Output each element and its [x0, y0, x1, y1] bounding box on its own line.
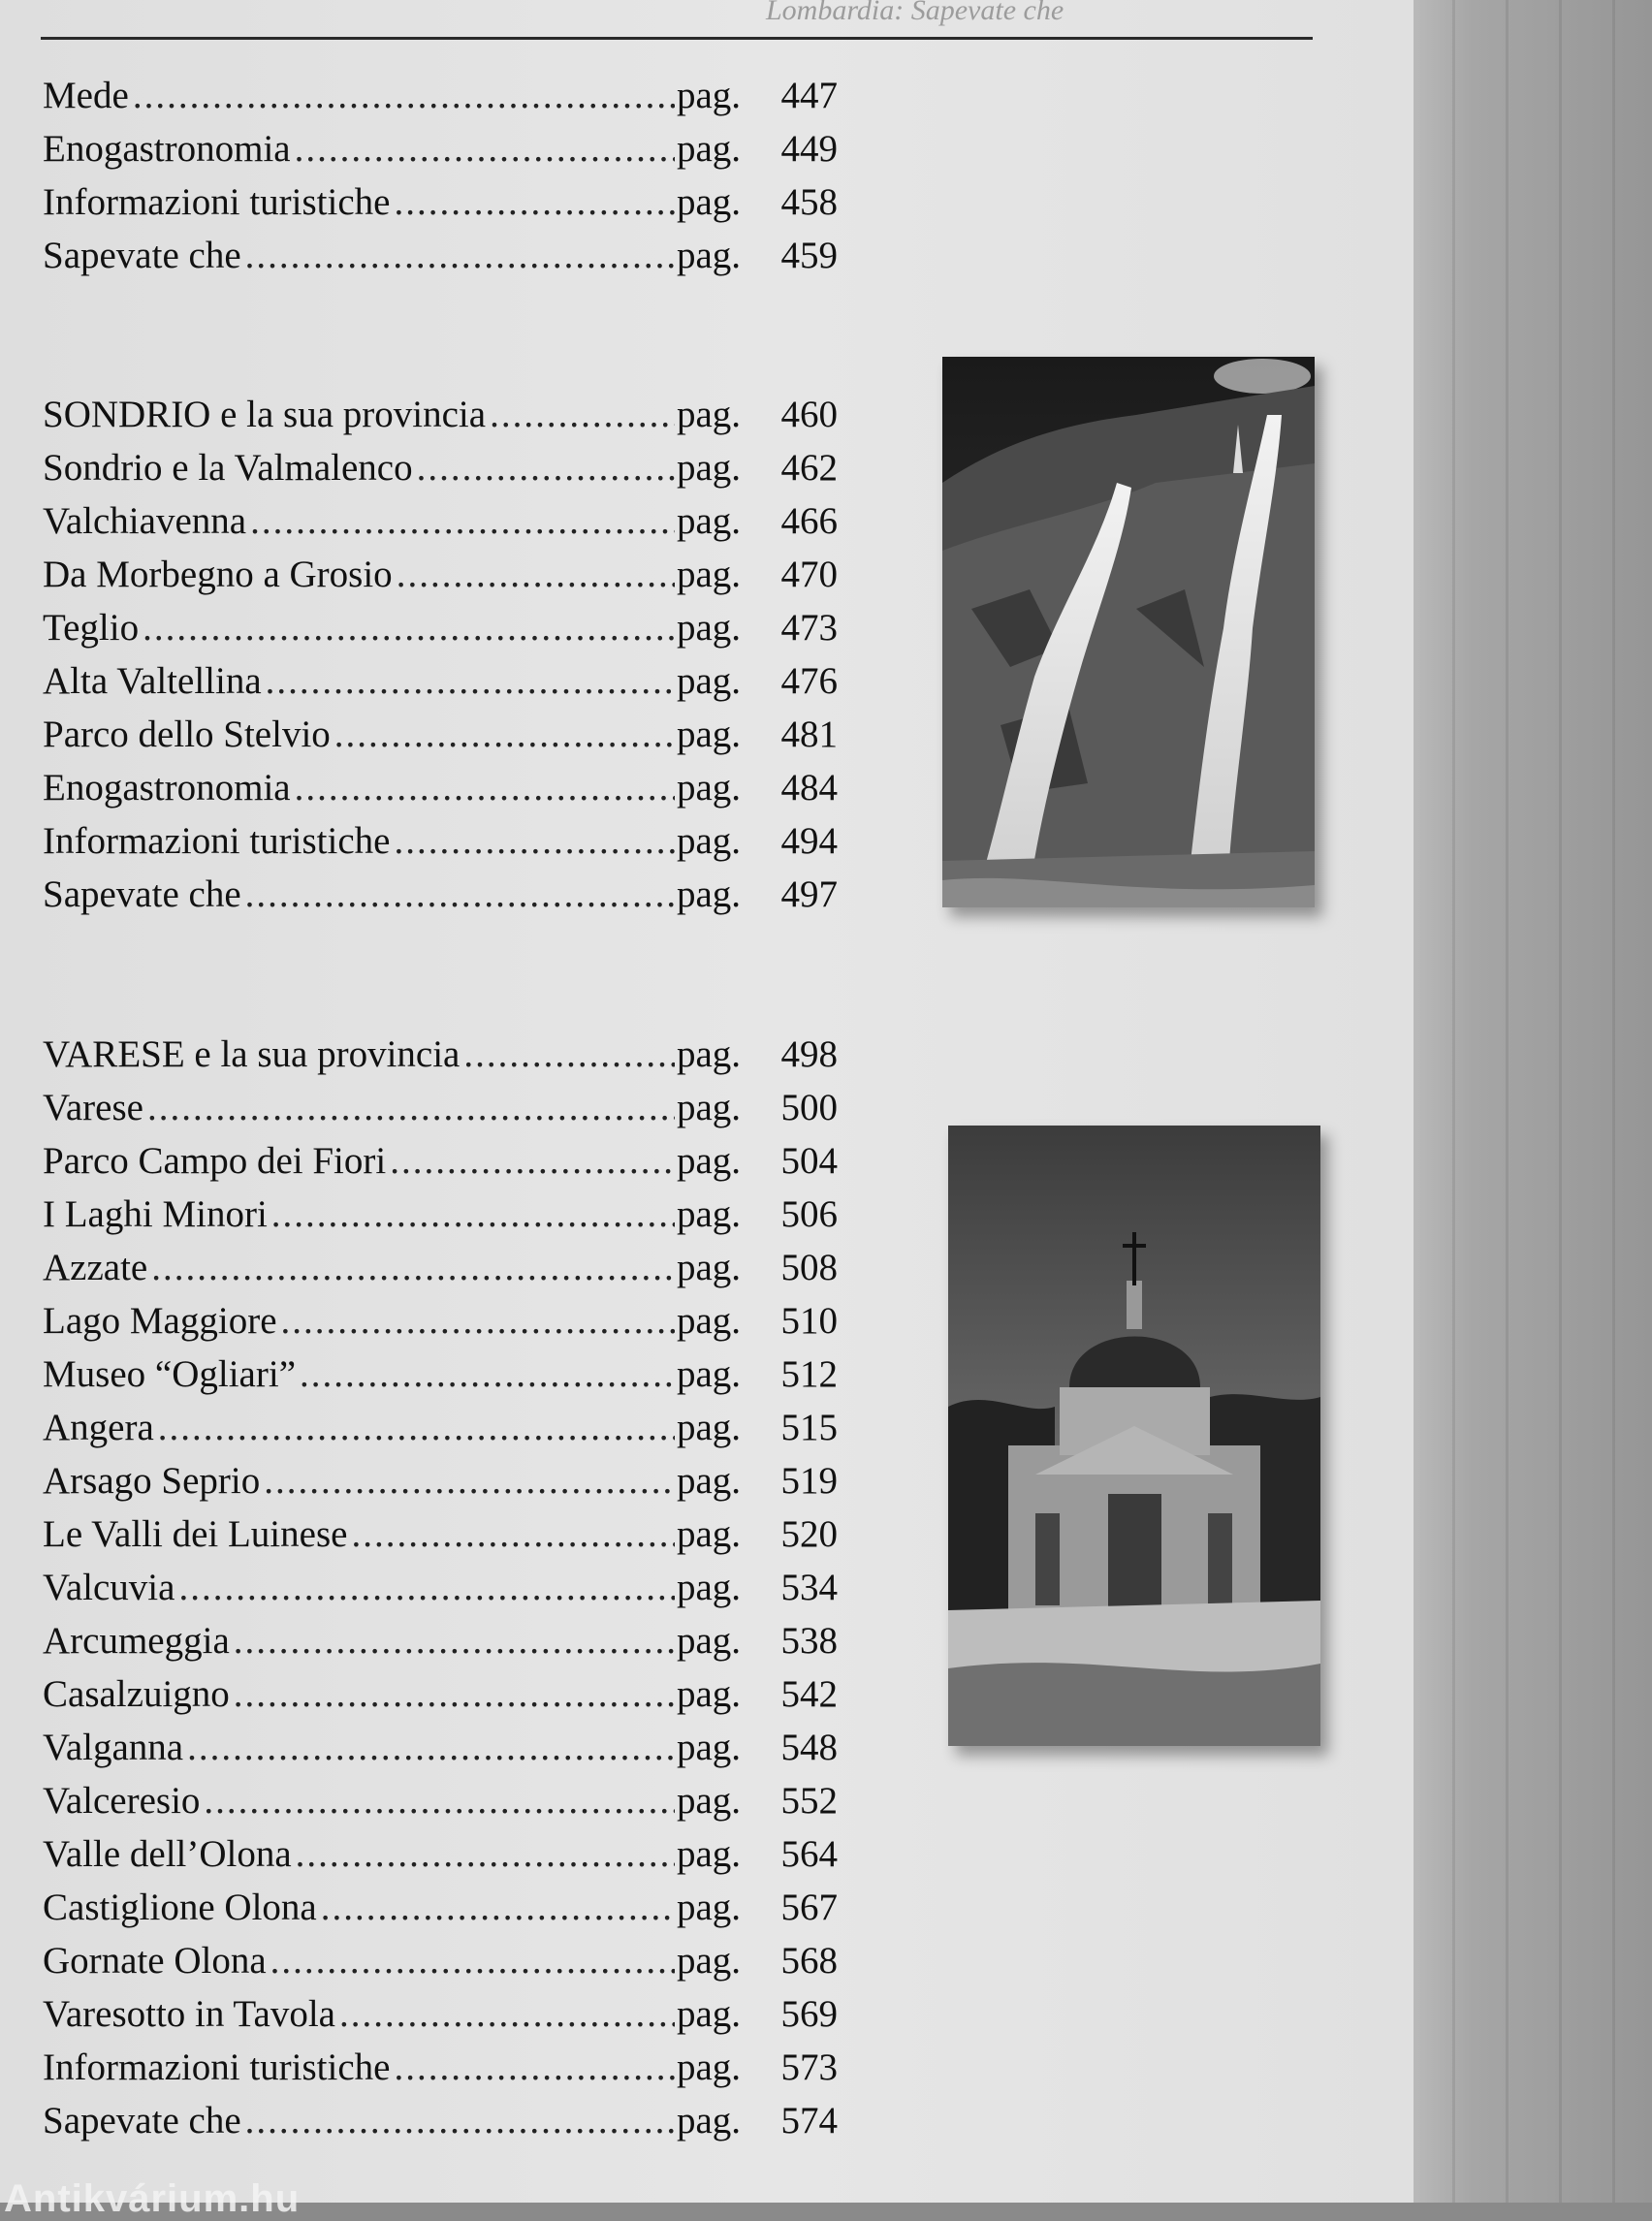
toc-entry-title: Valganna [43, 1727, 184, 1768]
toc-entry-pag: pag. [676, 1247, 741, 1288]
toc-entry-page-number: 481 [780, 714, 838, 755]
toc-entry-page-number: 473 [780, 607, 838, 649]
toc-entry [43, 1512, 838, 1566]
toc-section-sondrio [43, 393, 838, 926]
toc-entry-pag: pag. [676, 1993, 741, 2035]
toc-entry-title: Azzate [43, 1247, 148, 1288]
dot-leader [351, 1512, 675, 1556]
toc-entry-pag: pag. [676, 1833, 741, 1875]
toc-entry-title: Informazioni turistiche [43, 820, 391, 862]
toc-entry-title: Varese [43, 1087, 143, 1128]
toc-entry-page-number: 574 [780, 2100, 838, 2142]
toc-entry [43, 2099, 838, 2152]
toc-entry [43, 1779, 838, 1832]
toc-entry-page-number: 564 [780, 1833, 838, 1875]
toc-entry-page-number: 460 [780, 394, 838, 435]
dot-leader [296, 1832, 675, 1876]
toc-entry-page-number: 519 [780, 1460, 838, 1502]
toc-entry-page-number: 508 [780, 1247, 838, 1288]
toc-entry-page-number: 504 [780, 1140, 838, 1182]
toc-entry [43, 2046, 838, 2099]
dot-leader [245, 234, 675, 277]
toc-entry [43, 127, 838, 180]
header-rule [41, 37, 1313, 40]
toc-entry [43, 499, 838, 553]
toc-entry-page-number: 458 [780, 181, 838, 223]
toc-entry-page-number: 567 [780, 1887, 838, 1928]
toc-entry-pag: pag. [676, 820, 741, 862]
toc-entry-page-number: 538 [780, 1620, 838, 1662]
toc-entry-page-number: 548 [780, 1727, 838, 1768]
toc-entry-title: Valchiavenna [43, 500, 247, 542]
dot-leader [334, 713, 675, 756]
toc-entry-pag: pag. [676, 1780, 741, 1822]
toc-entry [43, 1459, 838, 1512]
toc-entry-page-number: 568 [780, 1940, 838, 1982]
toc-entry-title: Casalzuigno [43, 1673, 230, 1715]
toc-entry-title: Valcuvia [43, 1567, 175, 1608]
toc-entry [43, 1672, 838, 1726]
dot-leader [281, 1299, 675, 1343]
dot-leader [147, 1086, 675, 1129]
toc-entry-page-number: 449 [780, 128, 838, 170]
dot-leader [270, 1939, 675, 1983]
toc-entry-title: Parco Campo dei Fiori [43, 1140, 387, 1182]
toc-entry [43, 1886, 838, 1939]
toc-entry-pag: pag. [676, 1140, 741, 1182]
toc-entry-pag: pag. [676, 394, 741, 435]
dot-leader [266, 659, 675, 703]
dot-leader [390, 1139, 675, 1183]
toc-entry-title: Informazioni turistiche [43, 2046, 391, 2088]
toc-entry-title: Informazioni turistiche [43, 181, 391, 223]
toc-entry [43, 180, 838, 234]
toc-entry [43, 1939, 838, 1992]
toc-entry [43, 1192, 838, 1246]
toc-entry-page-number: 459 [780, 235, 838, 276]
toc-entry [43, 713, 838, 766]
toc-entry-pag: pag. [676, 2046, 741, 2088]
toc-entry-title: Sapevate che [43, 873, 241, 915]
toc-entry-title: Varesotto in Tavola [43, 1993, 335, 2035]
toc-section-lombardia [43, 74, 838, 287]
toc-entry-page-number: 476 [780, 660, 838, 702]
toc-entry-pag: pag. [676, 767, 741, 809]
toc-entry-pag: pag. [676, 1513, 741, 1555]
toc-entry [43, 1086, 838, 1139]
toc-entry-title: Enogastronomia [43, 128, 291, 170]
toc-entry-title: Gornate Olona [43, 1940, 267, 1982]
toc-entry-page-number: 470 [780, 554, 838, 595]
toc-entry [43, 1299, 838, 1352]
toc-entry [43, 1352, 838, 1406]
waterfall-photo [942, 357, 1315, 907]
dot-leader [394, 819, 674, 863]
dot-leader [250, 499, 675, 543]
toc-entry-title: Sapevate che [43, 2100, 241, 2142]
dot-leader [264, 1459, 675, 1503]
toc-entry-title: VARESE e la sua provincia [43, 1033, 461, 1075]
toc-entry-title: Angera [43, 1407, 154, 1448]
toc-entry-title: Arcumeggia [43, 1620, 230, 1662]
toc-entry-pag: pag. [676, 181, 741, 223]
toc-entry-pag: pag. [676, 660, 741, 702]
toc-entry-pag: pag. [676, 1087, 741, 1128]
toc-entry-title: Le Valli dei Luinese [43, 1513, 348, 1555]
toc-entry [43, 234, 838, 287]
waterfall-image [942, 357, 1315, 907]
toc-entry-pag: pag. [676, 1460, 741, 1502]
toc-entry-pag: pag. [676, 1033, 741, 1075]
toc-entry-page-number: 573 [780, 2046, 838, 2088]
toc-entry-pag: pag. [676, 500, 741, 542]
toc-entry-title: Arsago Seprio [43, 1460, 261, 1502]
toc-entry-title: Enogastronomia [43, 767, 291, 809]
toc-entry-pag: pag. [676, 235, 741, 276]
dot-leader [234, 1619, 675, 1663]
toc-entry [43, 393, 838, 446]
toc-entry-title: Parco dello Stelvio [43, 714, 331, 755]
dot-leader [234, 1672, 675, 1716]
toc-entry-page-number: 542 [780, 1673, 838, 1715]
toc-entry [43, 1406, 838, 1459]
toc-entry [43, 1619, 838, 1672]
dot-leader [339, 1992, 675, 2036]
dot-leader [417, 446, 675, 490]
toc-entry-page-number: 515 [780, 1407, 838, 1448]
toc-entry [43, 1032, 838, 1086]
toc-entry-pag: pag. [676, 2100, 741, 2142]
toc-entry-page-number: 500 [780, 1087, 838, 1128]
toc-entry-pag: pag. [676, 128, 741, 170]
dot-leader [394, 180, 674, 224]
church-photo [948, 1126, 1320, 1746]
dot-leader [463, 1032, 675, 1076]
toc-entry-title: Sapevate che [43, 235, 241, 276]
dot-leader [271, 1192, 675, 1236]
dot-leader [397, 553, 675, 596]
dot-leader [295, 766, 675, 809]
toc-entry-page-number: 534 [780, 1567, 838, 1608]
dot-leader [300, 1352, 675, 1396]
dot-leader [133, 74, 675, 117]
toc-entry-pag: pag. [676, 1353, 741, 1395]
toc-entry [43, 1726, 838, 1779]
dot-leader [321, 1886, 675, 1929]
dot-leader [245, 2099, 675, 2142]
toc-entry-pag: pag. [676, 1567, 741, 1608]
toc-entry-page-number: 466 [780, 500, 838, 542]
toc-entry-page-number: 497 [780, 873, 838, 915]
toc-entry-page-number: 506 [780, 1193, 838, 1235]
toc-entry [43, 74, 838, 127]
toc-entry-title: Sondrio e la Valmalenco [43, 447, 413, 489]
dot-leader [295, 127, 675, 171]
dot-leader [245, 873, 675, 916]
toc-entry-title: I Laghi Minori [43, 1193, 268, 1235]
toc-entry-pag: pag. [676, 1887, 741, 1928]
toc-section-varese [43, 1032, 838, 2152]
toc-entry-pag: pag. [676, 75, 741, 116]
toc-entry-pag: pag. [676, 607, 741, 649]
toc-entry [43, 1992, 838, 2046]
toc-entry-page-number: 552 [780, 1780, 838, 1822]
toc-entry-title: Teglio [43, 607, 140, 649]
toc-entry [43, 1566, 838, 1619]
toc-entry-page-number: 498 [780, 1033, 838, 1075]
dot-leader [151, 1246, 675, 1289]
toc-entry-page-number: 512 [780, 1353, 838, 1395]
toc-entry-title: Da Morbegno a Grosio [43, 554, 393, 595]
toc-entry-pag: pag. [676, 1300, 741, 1342]
dot-leader [178, 1566, 674, 1609]
toc-entry-pag: pag. [676, 1940, 741, 1982]
dot-leader [143, 606, 675, 650]
toc-entry-title: Museo “Ogliari” [43, 1353, 297, 1395]
toc-entry-title: Valceresio [43, 1780, 201, 1822]
toc-entry-title: Valle dell’Olona [43, 1833, 292, 1875]
toc-entry [43, 659, 838, 713]
dot-leader [158, 1406, 675, 1449]
toc-entry [43, 766, 838, 819]
toc-entry-page-number: 494 [780, 820, 838, 862]
toc-entry-page-number: 484 [780, 767, 838, 809]
toc-entry-page-number: 520 [780, 1513, 838, 1555]
toc-entry-title: Alta Valtellina [43, 660, 262, 702]
toc-entry [43, 553, 838, 606]
toc-entry-title: Lago Maggiore [43, 1300, 277, 1342]
toc-entry [43, 1832, 838, 1886]
toc-entry-pag: pag. [676, 714, 741, 755]
toc-entry [43, 446, 838, 499]
toc-entry-page-number: 569 [780, 1993, 838, 2035]
dot-leader [394, 2046, 674, 2089]
toc-entry [43, 1139, 838, 1192]
page-gutter [1414, 0, 1652, 2203]
toc-entry-pag: pag. [676, 1407, 741, 1448]
watermark: Antikvárium.hu [4, 2177, 301, 2220]
toc-entry [43, 873, 838, 926]
toc-entry-pag: pag. [676, 1727, 741, 1768]
toc-entry [43, 1246, 838, 1299]
toc-entry [43, 606, 838, 659]
toc-entry-pag: pag. [676, 1193, 741, 1235]
toc-entry-pag: pag. [676, 1673, 741, 1715]
dot-leader [490, 393, 675, 436]
toc-entry [43, 819, 838, 873]
dot-leader [204, 1779, 675, 1823]
toc-entry-title: SONDRIO e la sua provincia [43, 394, 487, 435]
toc-entry-page-number: 447 [780, 75, 838, 116]
toc-entry-pag: pag. [676, 447, 741, 489]
toc-entry-pag: pag. [676, 1620, 741, 1662]
running-header: Lombardia: Sapevate che [766, 0, 1064, 26]
toc-entry-title: Mede [43, 75, 129, 116]
church-image [948, 1126, 1320, 1746]
toc-entry-pag: pag. [676, 554, 741, 595]
toc-entry-pag: pag. [676, 873, 741, 915]
dot-leader [187, 1726, 675, 1769]
toc-entry-page-number: 510 [780, 1300, 838, 1342]
toc-entry-title: Castiglione Olona [43, 1887, 317, 1928]
toc-entry-page-number: 462 [780, 447, 838, 489]
